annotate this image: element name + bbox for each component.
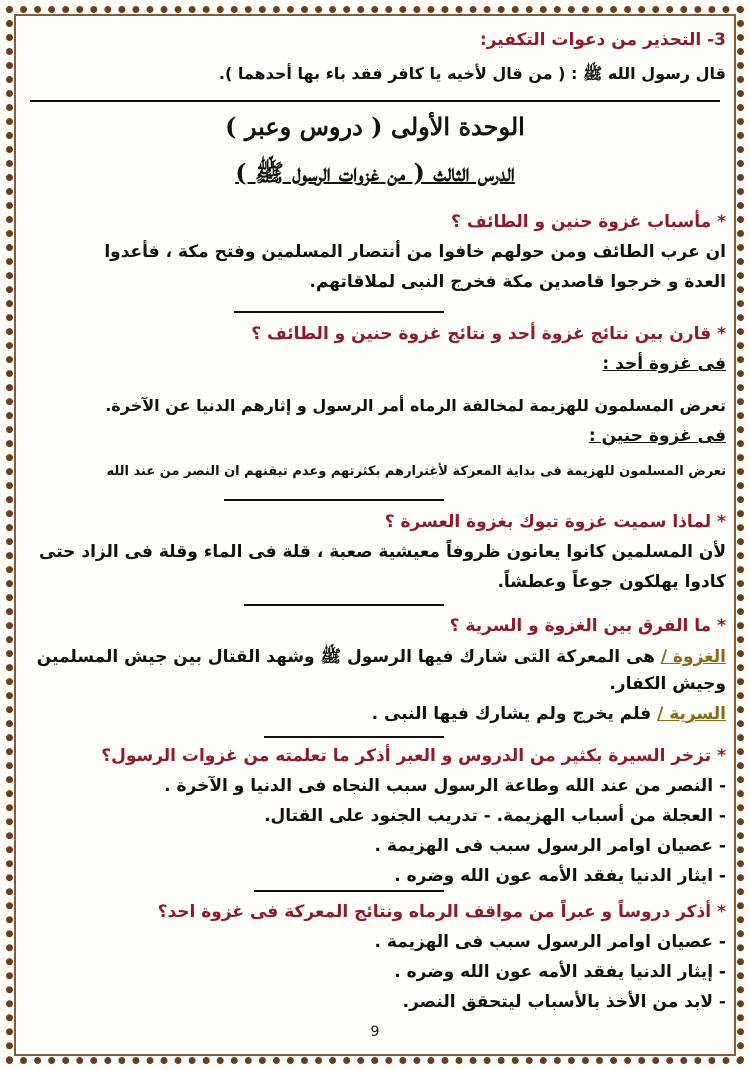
divider — [30, 100, 720, 102]
question-3 — [24, 512, 726, 532]
section3-heading: 3- التحذير من دعوات التكفير: — [479, 30, 726, 50]
divider — [224, 499, 444, 501]
answer-6-line-3: - لابد من الأخذ بالأسباب ليتحقق النصر. — [402, 992, 726, 1012]
section3-hadith: قال رسول الله ﷺ : ( من قال لأخيه يا كافر فقد باء بها أحدهما ). — [218, 64, 726, 83]
star-bullet-icon: * — [717, 212, 726, 232]
question-5 — [24, 746, 726, 766]
page-content — [24, 24, 726, 1044]
answer-1-line-2: العدة و خرجوا قاصدين مكة فخرج النبى لملاقاتهم. — [309, 272, 726, 292]
answer-uhud: تعرض المسلمون للهزيمة لمخالفة الرماه أمر الرسول و إثارهم الدنيا عن الآخرة. — [105, 396, 726, 415]
question-4 — [24, 616, 726, 636]
answer-4-line-1 — [24, 646, 726, 671]
term-sariyya: السرية / — [657, 704, 726, 724]
answer-3-line-1: لأن المسلمين كانوا يعانون ظروفاً معيشية صعبة ، قلة فى الماء وقلة فى الزاد حتى — [39, 542, 726, 562]
unit-title: الوحدة الأولى ( دروس وعبر ) — [225, 112, 525, 141]
question-3-text: لماذا سميت غزوة تبوك بغزوة العسرة ؟ — [384, 512, 712, 532]
star-bullet-icon: * — [717, 616, 726, 636]
question-4-text: ما الفرق بين الغزوة و السرية ؟ — [449, 616, 712, 636]
answer-4-line-2: وجيش الكفار. — [609, 674, 726, 694]
answer-5-line-2: - العجلة من أسباب الهزيمة. - تدريب الجنود على القتال. — [264, 806, 726, 826]
question-6 — [24, 902, 726, 922]
answer-hunayn: تعرض المسلمون للهزيمة فى بداية المعركة لأغترارهم بكثرتهم وعدم تيقنهم ان النصر من عند الله — [106, 464, 726, 479]
sub-heading-uhud: فى غزوة أحد : — [602, 354, 726, 374]
answer-4-line-3 — [24, 704, 726, 724]
term-ghazwa-text: هى المعركة التى شارك فيها الرسول ﷺ وشهد القتال بين جيش المسلمين — [36, 647, 655, 667]
question-1-text: مأسباب غزوة حنين و الطائف ؟ — [451, 212, 712, 232]
star-bullet-icon: * — [717, 512, 726, 532]
answer-5-line-3: - عصيان اوامر الرسول سبب فى الهزيمة . — [374, 836, 726, 856]
star-bullet-icon: * — [717, 324, 726, 344]
divider — [234, 311, 444, 313]
answer-5-line-4: - ايثار الدنيا يفقد الأمه عون الله وضره . — [394, 866, 726, 886]
lesson-title: الدرس الثالث ( من غزوات الرسول ﷺ ) — [235, 158, 515, 187]
divider — [264, 736, 444, 738]
answer-6-line-1: - عصيان اوامر الرسول سبب فى الهزيمة . — [374, 932, 726, 952]
answer-3-line-2: كادوا يهلكون جوعاً وعطشاً. — [497, 572, 726, 592]
sub-heading-hunayn: فى غزوة حنين : — [588, 426, 726, 446]
star-bullet-icon: * — [717, 902, 726, 922]
question-6-text: أذكر دروساً و عبراً من مواقف الرماه ونتائج المعركة فى غزوة احد؟ — [157, 902, 712, 922]
question-1 — [24, 212, 726, 232]
divider — [244, 604, 444, 606]
question-2 — [24, 324, 726, 344]
question-5-text: تزخر السيرة بكثير من الدروس و العبر أذكر ما تعلمته من غزوات الرسول؟ — [101, 746, 712, 766]
term-ghazwa: الغزوة / — [660, 647, 726, 667]
term-sariyya-text: فلم يخرج ولم يشارك فيها النبى . — [371, 704, 652, 724]
answer-1-line-1: ان عرب الطائف ومن حولهم خافوا من أنتصار المسلمين وفتح مكة ، فأعدوا — [104, 242, 726, 262]
page-number: 9 — [370, 1024, 380, 1040]
star-bullet-icon: * — [717, 746, 726, 766]
question-2-text: قارن بين نتائج غزوة أحد و نتائج غزوة حنين و الطائف ؟ — [251, 324, 712, 344]
answer-6-line-2: - إيثار الدنيا يفقد الأمه عون الله وضره . — [394, 962, 726, 982]
divider — [254, 890, 444, 892]
answer-5-line-1: - النصر من عند الله وطاعة الرسول سبب النجاه فى الدنيا و الآخرة . — [164, 776, 726, 796]
